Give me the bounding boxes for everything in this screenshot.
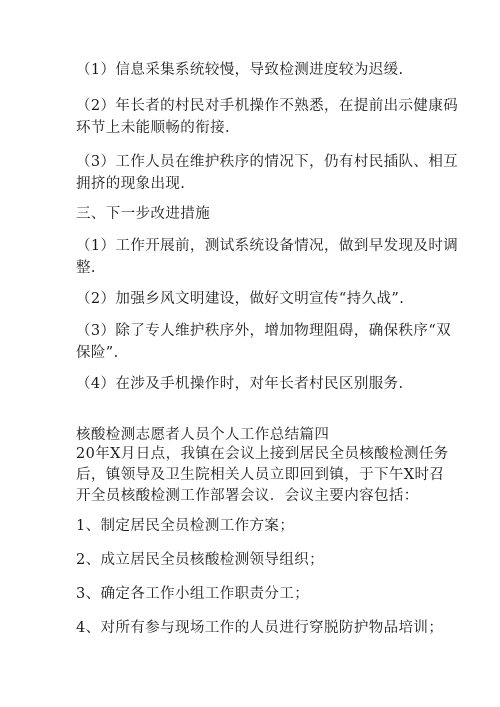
intro-line-1: 20年X月日点，我镇在会议上接到居民全员核酸检测任务 <box>76 446 449 462</box>
agenda-item-4: 4、对所有参与现场工作的人员进行穿脱防护物品培训； <box>76 620 444 636</box>
intro-line-2: 后，镇领导及卫生院相关人员立即回到镇，于下午X时召 <box>76 467 445 483</box>
issue-3-line-2: 拥挤的现象出现. <box>76 176 186 192</box>
agenda-item-2: 2、成立居民全员核酸检测领导组织； <box>76 552 325 568</box>
measure-1-line-2: 整. <box>76 260 96 276</box>
agenda-item-3: 3、确定各工作小组工作职责分工； <box>76 586 310 602</box>
measure-4-line-1: （4）在涉及手机操作时，对年长者村民区别服务. <box>76 376 404 392</box>
issue-2-line-2: 环节上未能顺畅的衔接. <box>76 120 231 136</box>
measure-3-line-2: 保险”. <box>76 345 119 361</box>
issue-2-line-1: （2）年长者的村民对手机操作不熟悉，在提前出示健康码 <box>76 98 459 114</box>
agenda-item-1: 1、制定居民全员检测工作方案； <box>76 518 295 534</box>
article-title: 核酸检测志愿者人员个人工作总结篇四 <box>76 427 330 443</box>
measure-2-line-1: （2）加强乡风文明建设，做好文明宣传“持久战”. <box>76 291 405 307</box>
measure-1-line-1: （1）工作开展前，测试系统设备情况，做到早发现及时调 <box>76 238 459 254</box>
section-heading: 三、下一步改进措施 <box>76 206 211 222</box>
intro-line-3: 开全员核酸检测工作部署会议．会议主要内容包括： <box>76 488 419 504</box>
issue-3-line-1: （3）工作人员在维护秩序的情况下，仍有村民插队、相互 <box>76 154 459 170</box>
issue-1-line-1: （1）信息采集系统较慢，导致检测进度较为迟缓. <box>76 62 404 78</box>
measure-3-line-1: （3）除了专人维护秩序外，增加物理阻碍，确保秩序“双 <box>76 323 452 339</box>
